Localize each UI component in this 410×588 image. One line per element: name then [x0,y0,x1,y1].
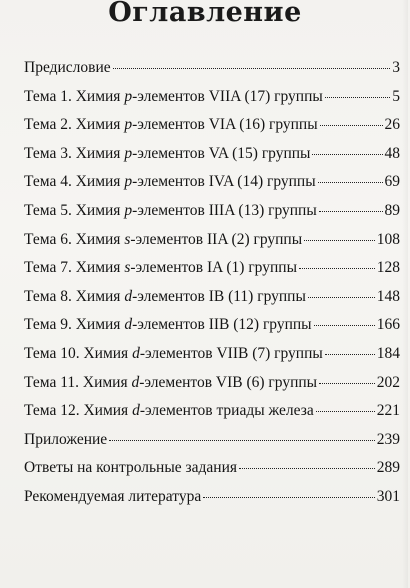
toc-entry-title: Тема 9. Химия d-элементов IIB (12) группы [24,316,312,334]
toc-entry-title: Тема 8. Химия d-элементов IB (11) группы [24,287,306,305]
toc-entry-title: Тема 3. Химия p-элементов VA (15) группы [24,144,311,162]
toc-entry [24,431,400,460]
toc-entry-page: 128 [376,259,400,277]
toc-entry [24,345,400,374]
toc-entry [24,488,400,517]
dot-leader [318,182,383,183]
toc-entry-title: Ответы на контрольные задания [24,459,237,477]
page-title: Оглавление [108,0,302,28]
toc-entry [24,202,400,231]
toc-entry [24,402,400,431]
toc-entry [24,59,400,88]
toc-entry [24,288,400,317]
toc-entry-title: Приложение [24,430,108,448]
dot-leader [299,268,375,269]
toc-entry-title: Тема 11. Химия d-элементов VIB (6) группы [24,373,318,391]
toc-entry-page: 3 [392,59,400,76]
toc-entry-title: Тема 6. Химия s-элементов IIA (2) группы [24,230,303,248]
toc-entry-page: 289 [376,459,400,477]
dot-leader [239,468,375,469]
toc-entry-title: Предисловие [24,59,111,76]
page-edge-shadow [402,0,408,588]
toc-entry [24,374,400,403]
toc-entry-page: 26 [384,116,400,134]
toc-entry-title: Тема 2. Химия p-элементов VIA (16) группы [24,116,318,134]
toc-entry-page: 184 [376,344,400,362]
toc-entry [24,459,400,488]
toc-entry [24,231,400,260]
dot-leader [316,411,375,412]
toc-entry-title: Тема 7. Химия s-элементов IA (1) группы [24,259,297,277]
dot-leader [308,297,375,298]
toc-entry-page: 202 [376,373,400,391]
toc-entry-page: 48 [384,144,400,162]
toc-entry-title: Тема 12. Химия d-элементов триады железа [24,402,314,420]
toc-entry-title: Тема 1. Химия p-элементов VIIA (17) группы [24,87,323,105]
toc-entry-page: 239 [376,430,400,448]
toc-entry-title: Тема 4. Химия p-элементов IVA (14) группы [24,173,316,191]
toc-entry [24,88,400,117]
toc-entry [24,116,400,145]
toc-entry-title: Рекомендуемая литература [24,487,202,505]
toc-entry-title: Тема 5. Химия p-элементов IIIA (13) группы [24,201,317,219]
toc-entry-page: 301 [376,487,400,505]
toc-entry-title: Тема 10. Химия d-элементов VIIB (7) группы [24,344,323,362]
dot-leader [312,154,382,155]
toc-entry-page: 148 [376,287,400,305]
dot-leader [325,97,390,98]
toc-entry [24,259,400,288]
dot-leader [304,240,375,241]
toc-entry-page: 166 [376,316,400,334]
dot-leader [319,383,375,384]
dot-leader [109,440,375,441]
toc-entry-page: 69 [384,173,400,191]
toc-entry-page: 108 [376,230,400,248]
dot-leader [203,497,375,498]
toc-entry-page: 89 [384,201,400,219]
toc-entry-page: 221 [376,402,400,420]
table-of-contents [24,59,400,517]
dot-leader [113,68,391,69]
dot-leader [314,325,375,326]
dot-leader [325,354,375,355]
dot-leader [319,211,383,212]
toc-entry-page: 5 [392,87,400,105]
toc-entry [24,316,400,345]
toc-entry [24,145,400,174]
toc-entry [24,173,400,202]
dot-leader [320,125,383,126]
